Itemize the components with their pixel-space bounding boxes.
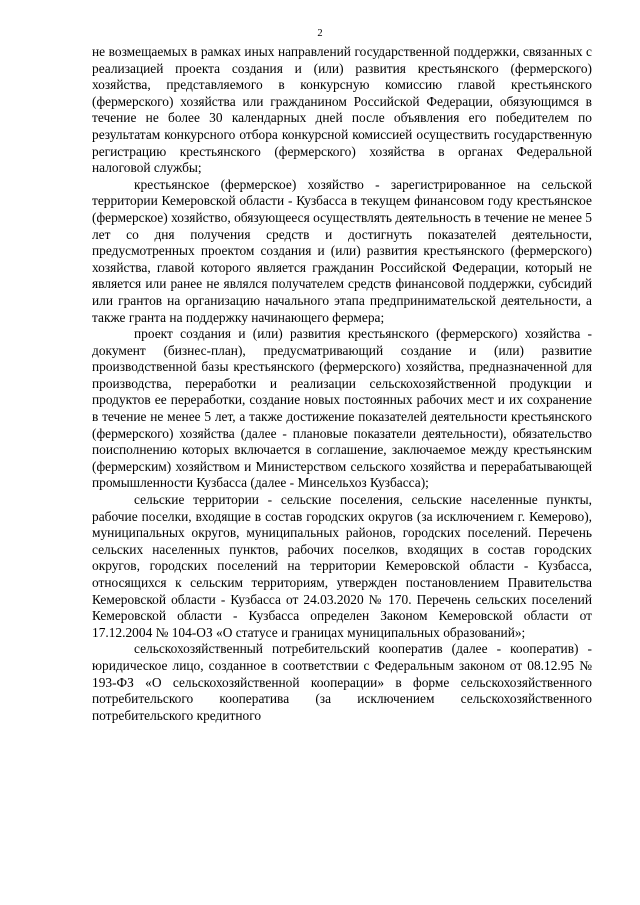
paragraph-definition-farm: крестьянское (фермерское) хозяйство - зарегистрированное на сельской территории Кемеровской области - Кузбасса в текущем финансовом году крестьянское (фермерское) хозяйство, обязующееся осуществлять деятельность в течение не менее 5 лет со дня получения средств и достигнуть показателей деятельности, предусмотренных проектом создания и (или) развития крестьянского (фермерского) хозяйства, главой которого является гражданин Российской Федерации, который не является или ранее не являлся получателем средств финансовой поддержки, субсидий или грантов на организацию начального этапа предпринимательской деятельности, а также гранта на поддержку начинающего фермера;	[92, 176, 592, 325]
paragraph-continuation: не возмещаемых в рамках иных направлений государственной поддержки, связанных с реализацией проекта создания и (или) развития крестьянского (фермерского) хозяйства, представляемого в конкурсную комиссию главой крестьянского (фермерского) хозяйства или гражданином Российской Федерации, обязующимся в течение не более 30 календарных дней после объявления его победителем по результатам конкурсного отбора конкурсной комиссией осуществить государственную регистрацию крестьянского (фермерского) хозяйства в органах Федеральной налоговой службы;	[92, 44, 592, 176]
paragraph-definition-project: проект создания и (или) развития крестьянского (фермерского) хозяйства - документ (бизнес-план), предусматривающий создание и (или) развитие производственной базы крестьянского (фермерского) хозяйства, предназначенной для производства, переработки и реализации сельскохозяйственной продукции и продуктов ее переработки, создание новых постоянных рабочих мест и их сохранение в течение не менее 5 лет, а также достижение показателей деятельности крестьянского (фермерского) хозяйства (далее - плановые показатели деятельности), обязательство поисполнению которых включается в соглашение, заключаемое между крестьянским (фермерским) хозяйством и Министерством сельского хозяйства и перерабатывающей промышленности Кузбасса (далее - Минсельхоз Кузбасса);	[92, 326, 592, 491]
paragraph-definition-rural-territories: сельские территории - сельские поселения, сельские населенные пункты, рабочие поселки, входящие в состав городских округов (за исключением г. Кемерово), муниципальных округов, муниципальных районов, городских поселений. Перечень сельских населенных пунктов, рабочих поселков, входящих в состав городских округов, городских поселений на территории Кемеровской области - Кузбасса, относящихся к сельским территориям, утвержден постановлением Правительства Кемеровской области - Кузбасса от 24.03.2020 № 170. Перечень сельских поселений Кемеровской области - Кузбасса определен Законом Кемеровской области от 17.12.2004 № 104-ОЗ «О статусе и границах муниципальных образований»;	[92, 492, 592, 640]
page-number: 2	[317, 28, 323, 39]
paragraph-definition-cooperative: сельскохозяйственный потребительский кооператив (далее - кооператив) - юридическое лицо, созданное в соответствии с Федеральным законом от 08.12.95 № 193-ФЗ «О сельскохозяйственной кооперации» в форме сельскохозяйственного потребительского кооператива (за исключением сельскохозяйственного потребительского кредитного	[92, 641, 592, 723]
document-body	[92, 44, 592, 724]
